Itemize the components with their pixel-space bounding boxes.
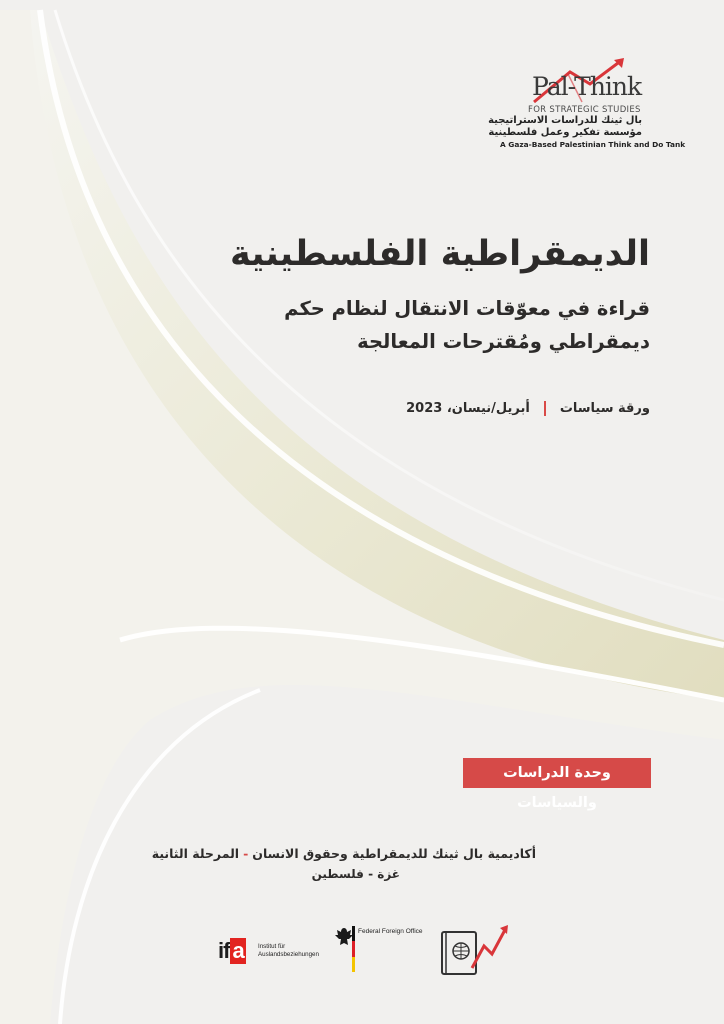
logo-tagline-ar: بال ثينك للدراسات الاستراتيجية — [488, 115, 642, 126]
ifa-line-2: Auslandsbeziehungen — [258, 950, 319, 958]
ifa-logo — [218, 938, 318, 964]
logo-name: Pal-Think — [532, 72, 642, 101]
location: غزة - فلسطين — [311, 867, 400, 881]
logo-subline-ar: مؤسسة تفكير وعمل فلسطينية — [488, 127, 642, 138]
ifa-mark — [218, 938, 246, 964]
academy-line — [152, 846, 536, 861]
ffo-text: Federal Foreign Office — [358, 928, 423, 935]
academy-dash: - — [243, 846, 249, 861]
ifa-line-1: Institut für — [258, 943, 286, 950]
pal-think-logo — [488, 58, 686, 153]
logo-tagline-en: FOR STRATEGIC STUDIES — [528, 105, 641, 115]
federal-foreign-office-logo — [333, 926, 433, 972]
german-flag-stripe — [352, 926, 355, 972]
meta-separator — [544, 401, 546, 416]
ifa-letters: if — [218, 938, 230, 963]
book-globe-logo — [440, 924, 510, 976]
logo-subline-en: A Gaza-Based Palestinian Think and Do Tank — [500, 140, 686, 149]
document-subtitle: قراءة في معوّقات الانتقال لنظام حكم ديمقراطي ومُقترحات المعالجة — [284, 297, 650, 353]
ifa-letter-a: a — [232, 938, 244, 963]
document-meta — [406, 401, 650, 416]
document-type: ورقة سياسات — [559, 401, 650, 416]
academy-name: أكاديمية بال ثينك للديمقراطية وحقوق الانسان — [252, 846, 536, 861]
document-date: أبريل/نيسان، 2023 — [406, 401, 530, 416]
ifa-text — [258, 943, 319, 958]
academy-phase: المرحلة الثانية — [151, 846, 240, 861]
document-title: الديمقراطية الفلسطينية — [230, 234, 650, 274]
unit-badge: وحدة الدراسات والسياسات — [463, 758, 651, 788]
